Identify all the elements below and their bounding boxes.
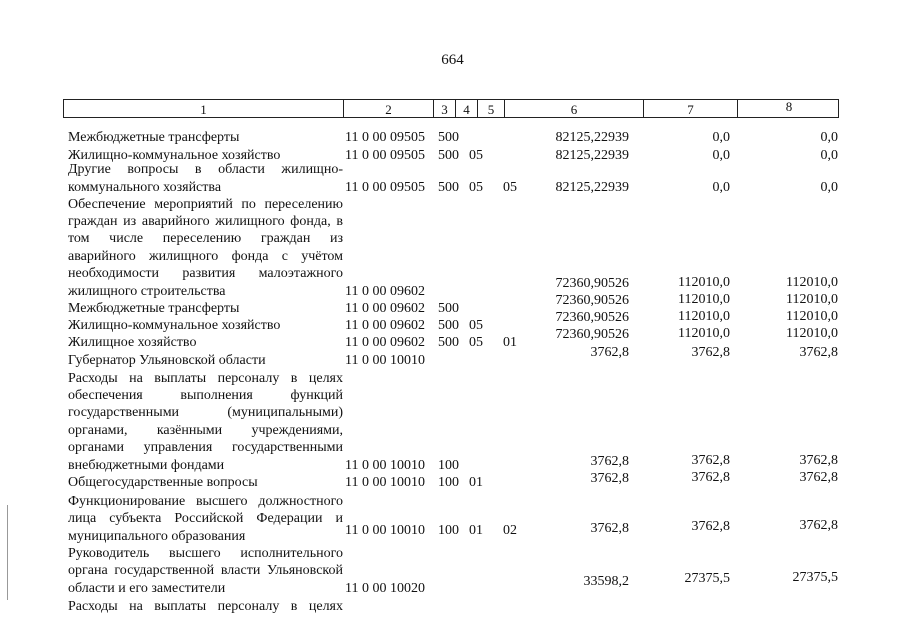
table-row bbox=[0, 492, 905, 545]
table-row bbox=[0, 292, 905, 317]
row-vr: 500 bbox=[438, 301, 459, 316]
row-v7: 112010,0 bbox=[678, 326, 730, 341]
table-row bbox=[0, 128, 905, 146]
row-name: Жилищно-коммунальное хозяйство bbox=[68, 147, 281, 163]
row-csr: 11 0 00 09602 bbox=[345, 335, 425, 350]
row-csr: 11 0 00 09505 bbox=[345, 148, 425, 163]
row-v7: 0,0 bbox=[712, 148, 730, 163]
row-rz: 05 bbox=[469, 335, 483, 350]
row-name: Жилищное хозяйство bbox=[68, 334, 197, 350]
row-v8: 112010,0 bbox=[786, 275, 838, 290]
header-col-3: 3 bbox=[434, 100, 456, 117]
row-v8: 3762,8 bbox=[799, 518, 838, 533]
row-name: Жилищно-коммунальное хозяйство bbox=[68, 317, 281, 333]
row-v6: 72360,90526 bbox=[555, 293, 629, 308]
table-row bbox=[0, 164, 905, 196]
row-pr: 01 bbox=[503, 335, 517, 350]
row-v7: 3762,8 bbox=[691, 345, 730, 360]
row-v8: 112010,0 bbox=[786, 309, 838, 324]
row-v8: 112010,0 bbox=[786, 326, 838, 341]
row-vr: 500 bbox=[438, 318, 459, 333]
row-v7: 3762,8 bbox=[691, 470, 730, 485]
table-row bbox=[0, 470, 905, 491]
row-v6: 72360,90526 bbox=[555, 276, 629, 291]
table-row bbox=[0, 369, 905, 474]
row-v6: 33598,2 bbox=[583, 574, 629, 589]
table-row bbox=[0, 309, 905, 334]
header-col-4: 4 bbox=[456, 100, 478, 117]
page-number: 664 bbox=[441, 52, 464, 68]
header-col-6: 6 bbox=[505, 100, 644, 117]
row-v6: 3762,8 bbox=[590, 521, 629, 536]
row-v8: 0,0 bbox=[820, 130, 838, 145]
row-csr: 11 0 00 10010 bbox=[345, 475, 425, 490]
scan-margin-line bbox=[7, 505, 8, 600]
header-col-5: 5 bbox=[478, 100, 505, 117]
row-csr: 11 0 00 09602 bbox=[345, 318, 425, 333]
row-pr: 02 bbox=[503, 523, 517, 538]
row-name: Межбюджетные трансферты bbox=[68, 129, 240, 145]
row-name: Губернатор Ульяновской области bbox=[68, 352, 266, 368]
row-csr: 11 0 00 10010 bbox=[345, 458, 425, 473]
row-name: Функционирование высшего должностного лица субъекта Российской Федерации и муниципального образования bbox=[68, 493, 343, 544]
row-v8: 3762,8 bbox=[799, 345, 838, 360]
row-v7: 112010,0 bbox=[678, 309, 730, 324]
row-rz: 05 bbox=[469, 148, 483, 163]
header-col-8: 8 bbox=[785, 99, 793, 114]
row-name: Общегосударственные вопросы bbox=[68, 474, 258, 490]
row-v6: 82125,22939 bbox=[555, 148, 629, 163]
row-v8: 3762,8 bbox=[799, 453, 838, 468]
header-col-2: 2 bbox=[344, 100, 434, 117]
row-v6: 82125,22939 bbox=[555, 130, 629, 145]
row-v7: 27375,5 bbox=[684, 571, 730, 586]
row-v6: 3762,8 bbox=[590, 471, 629, 486]
row-v6: 72360,90526 bbox=[555, 310, 629, 325]
row-name: Межбюджетные трансферты bbox=[68, 300, 240, 316]
row-vr: 100 bbox=[438, 523, 459, 538]
row-v7: 112010,0 bbox=[678, 292, 730, 307]
row-csr: 11 0 00 09602 bbox=[345, 284, 425, 299]
header-col-1: 1 bbox=[64, 100, 344, 117]
row-vr: 500 bbox=[438, 148, 459, 163]
row-v6: 72360,90526 bbox=[555, 327, 629, 342]
row-vr: 500 bbox=[438, 180, 459, 195]
row-name: Расходы на выплаты персоналу в целях bbox=[68, 598, 343, 614]
row-name: Руководитель высшего исполнительного органа государственной власти Ульяновской области и его заместители bbox=[68, 545, 343, 596]
row-v6: 3762,8 bbox=[590, 345, 629, 360]
row-rz: 01 bbox=[469, 523, 483, 538]
row-v8: 0,0 bbox=[820, 148, 838, 163]
row-v7: 3762,8 bbox=[691, 519, 730, 534]
row-csr: 11 0 00 09505 bbox=[345, 180, 425, 195]
row-csr: 11 0 00 09505 bbox=[345, 130, 425, 145]
row-v7: 0,0 bbox=[712, 180, 730, 195]
table-row bbox=[0, 345, 905, 369]
row-pr: 05 bbox=[503, 180, 517, 195]
row-rz: 05 bbox=[469, 180, 483, 195]
row-vr: 100 bbox=[438, 475, 459, 490]
row-rz: 05 bbox=[469, 318, 483, 333]
header-col-7: 7 bbox=[644, 100, 738, 117]
row-csr: 11 0 00 10010 bbox=[345, 523, 425, 538]
row-v8: 112010,0 bbox=[786, 292, 838, 307]
table-row bbox=[0, 597, 905, 615]
row-csr: 11 0 00 10020 bbox=[345, 581, 425, 596]
row-v8: 3762,8 bbox=[799, 470, 838, 485]
row-v7: 3762,8 bbox=[691, 453, 730, 468]
row-vr: 500 bbox=[438, 335, 459, 350]
row-rz: 01 bbox=[469, 475, 483, 490]
table-row bbox=[0, 545, 905, 597]
row-v8: 0,0 bbox=[820, 180, 838, 195]
row-vr: 100 bbox=[438, 458, 459, 473]
row-v7: 112010,0 bbox=[678, 275, 730, 290]
row-vr: 500 bbox=[438, 130, 459, 145]
row-name: Другие вопросы в области жилищно-коммунального хозяйства bbox=[68, 162, 343, 195]
row-name: Расходы на выплаты персоналу в целях обеспечения выполнения функций государственными (муниципальными) органами, казёнными учреждениями, органами управления государственными внебюджетными фондами bbox=[68, 370, 343, 473]
row-v6: 82125,22939 bbox=[555, 180, 629, 195]
table-row bbox=[0, 197, 905, 300]
row-v8: 27375,5 bbox=[792, 570, 838, 585]
table-row bbox=[0, 326, 905, 351]
row-v7: 0,0 bbox=[712, 130, 730, 145]
row-csr: 11 0 00 09602 bbox=[345, 301, 425, 316]
row-csr: 11 0 00 10010 bbox=[345, 353, 425, 368]
row-name: Обеспечение мероприятий по переселению граждан из аварийного жилищного фонда, в том числе переселению граждан из аварийного жилищного фонда с учётом необходимости развития малоэтажного жилищного строительства bbox=[68, 196, 343, 299]
row-v6: 3762,8 bbox=[590, 454, 629, 469]
